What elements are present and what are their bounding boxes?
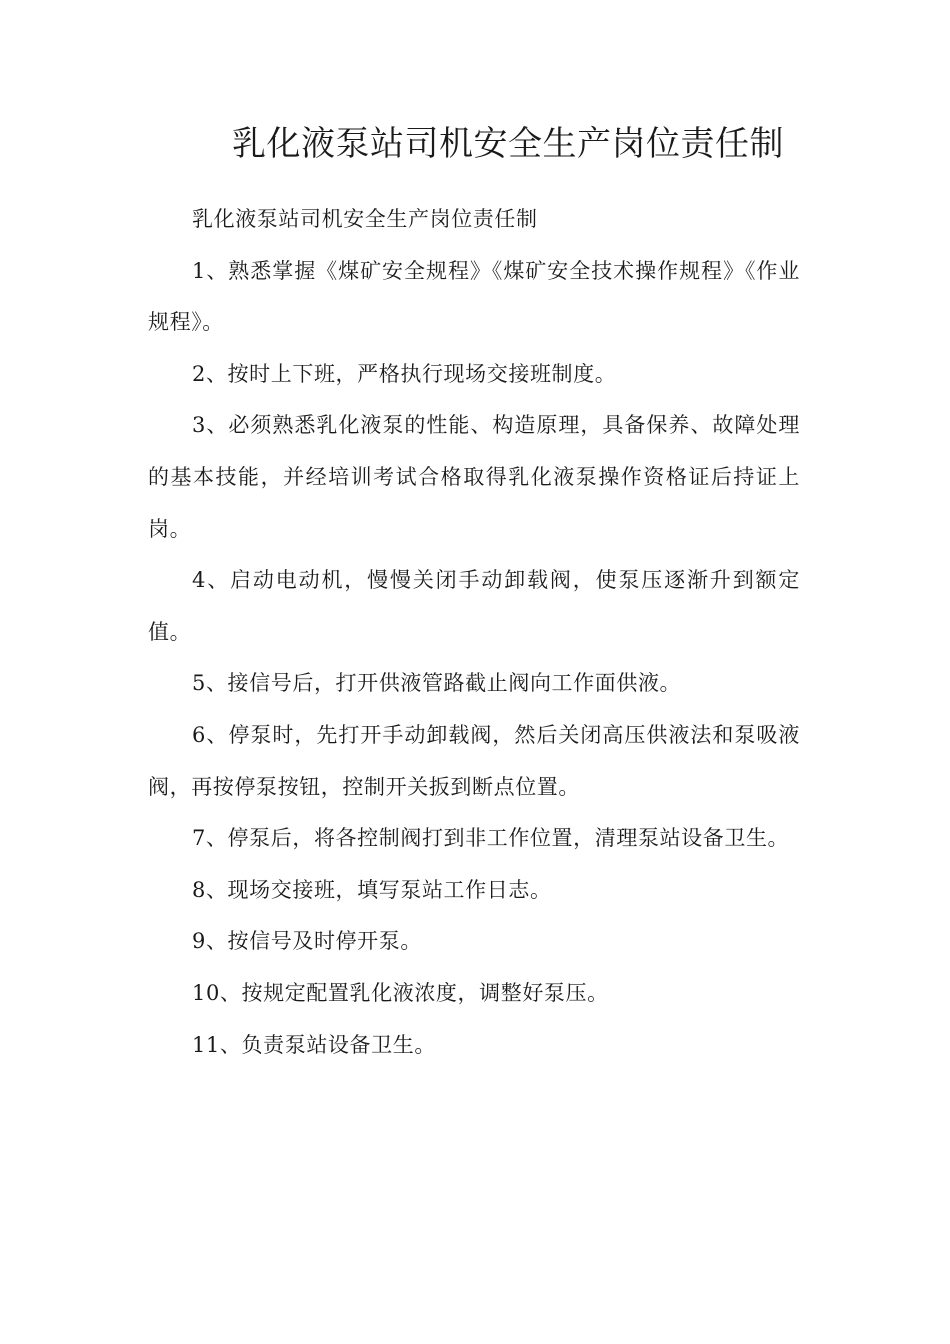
- paragraph-item-7: 7、停泵后，将各控制阀打到非工作位置，清理泵站设备卫生。: [192, 826, 790, 851]
- paragraph-item-5: 5、接信号后，打开供液管路截止阀向工作面供液。: [192, 671, 682, 696]
- paragraph-item-1: 1、熟悉掌握《煤矿安全规程》《煤矿安全技术操作规程》《作业规程》。: [148, 258, 800, 335]
- paragraph-item-10: 10、按规定配置乳化液浓度，调整好泵压。: [192, 980, 609, 1005]
- paragraph-item-8: 8、现场交接班，填写泵站工作日志。: [192, 877, 552, 902]
- paragraph-item-9: 9、按信号及时停开泵。: [192, 929, 422, 954]
- paragraph-item-11: 11、负责泵站设备卫生。: [192, 1032, 436, 1057]
- paragraph-subtitle: 乳化液泵站司机安全生产岗位责任制: [192, 207, 538, 231]
- document-body: [148, 194, 800, 1071]
- paragraph-item-2: 2、按时上下班，严格执行现场交接班制度。: [192, 361, 617, 386]
- paragraph-item-4: 4、启动电动机，慢慢关闭手动卸载阀，使泵压逐渐升到额定值。: [148, 568, 800, 644]
- paragraph-item-6: 6、停泵时，先打开手动卸载阀，然后关闭高压供液法和泵吸液阀，再按停泵按钮，控制开关扳到断点位置。: [148, 722, 800, 799]
- paragraph-item-3: 3、必须熟悉乳化液泵的性能、构造原理，具备保养、故障处理的基本技能，并经培训考试合格取得乳化液泵操作资格证后持证上岗。: [148, 413, 800, 541]
- document-title: 乳化液泵站司机安全生产岗位责任制: [232, 124, 784, 164]
